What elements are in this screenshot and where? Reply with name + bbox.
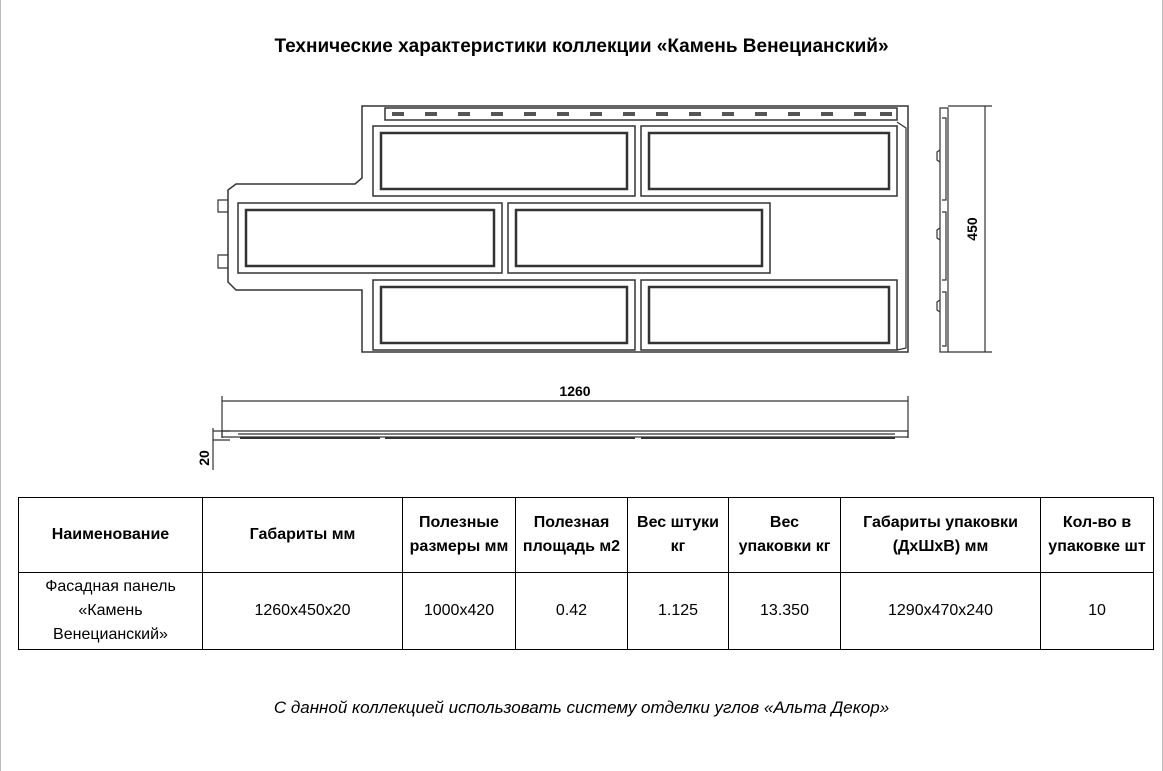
cell-name: Фасадная панель «Камень Венецианский» [19, 573, 203, 650]
header-pack-quantity: Кол-во в упаковке шт [1041, 498, 1154, 573]
width-label: 1260 [559, 383, 591, 399]
brick-row-3 [373, 280, 897, 350]
header-name: Наименование [19, 498, 203, 573]
header-dimensions: Габариты мм [203, 498, 403, 573]
header-pack-weight: Вес упаковки кг [729, 498, 841, 573]
header-unit-weight: Вес штуки кг [628, 498, 729, 573]
width-dimension-line [222, 396, 908, 438]
header-pack-dimensions: Габариты упаковки (ДхШхВ) мм [841, 498, 1041, 573]
header-useful-area: Полезная площадь м2 [516, 498, 628, 573]
height-label: 450 [964, 217, 980, 241]
cell-dimensions: 1260x450x20 [203, 573, 403, 650]
left-tongue [218, 200, 228, 268]
cell-pack-weight: 13.350 [729, 573, 841, 650]
cell-pack-dimensions: 1290x470x240 [841, 573, 1041, 650]
table-header-row [19, 498, 1154, 573]
panel-side-view [937, 108, 948, 352]
brick-row-2 [238, 203, 770, 273]
cell-useful-size: 1000x420 [403, 573, 516, 650]
footnote: С данной коллекцией использовать систему отделки углов «Альта Декор» [273, 698, 890, 717]
panel-outline [228, 106, 908, 352]
specifications-table [18, 497, 1154, 650]
cell-useful-area: 0.42 [516, 573, 628, 650]
brick-row-1 [373, 126, 897, 196]
thickness-label: 20 [196, 450, 212, 466]
page-title: Технические характеристики коллекции «Камень Венецианский» [274, 36, 889, 57]
cell-unit-weight: 1.125 [628, 573, 729, 650]
header-useful-size: Полезные размеры мм [403, 498, 516, 573]
right-edge-frame [897, 122, 906, 350]
panel-edge-view [222, 431, 908, 438]
cell-pack-quantity: 10 [1041, 573, 1154, 650]
rail-slots [392, 112, 892, 116]
table-row [19, 573, 1154, 650]
